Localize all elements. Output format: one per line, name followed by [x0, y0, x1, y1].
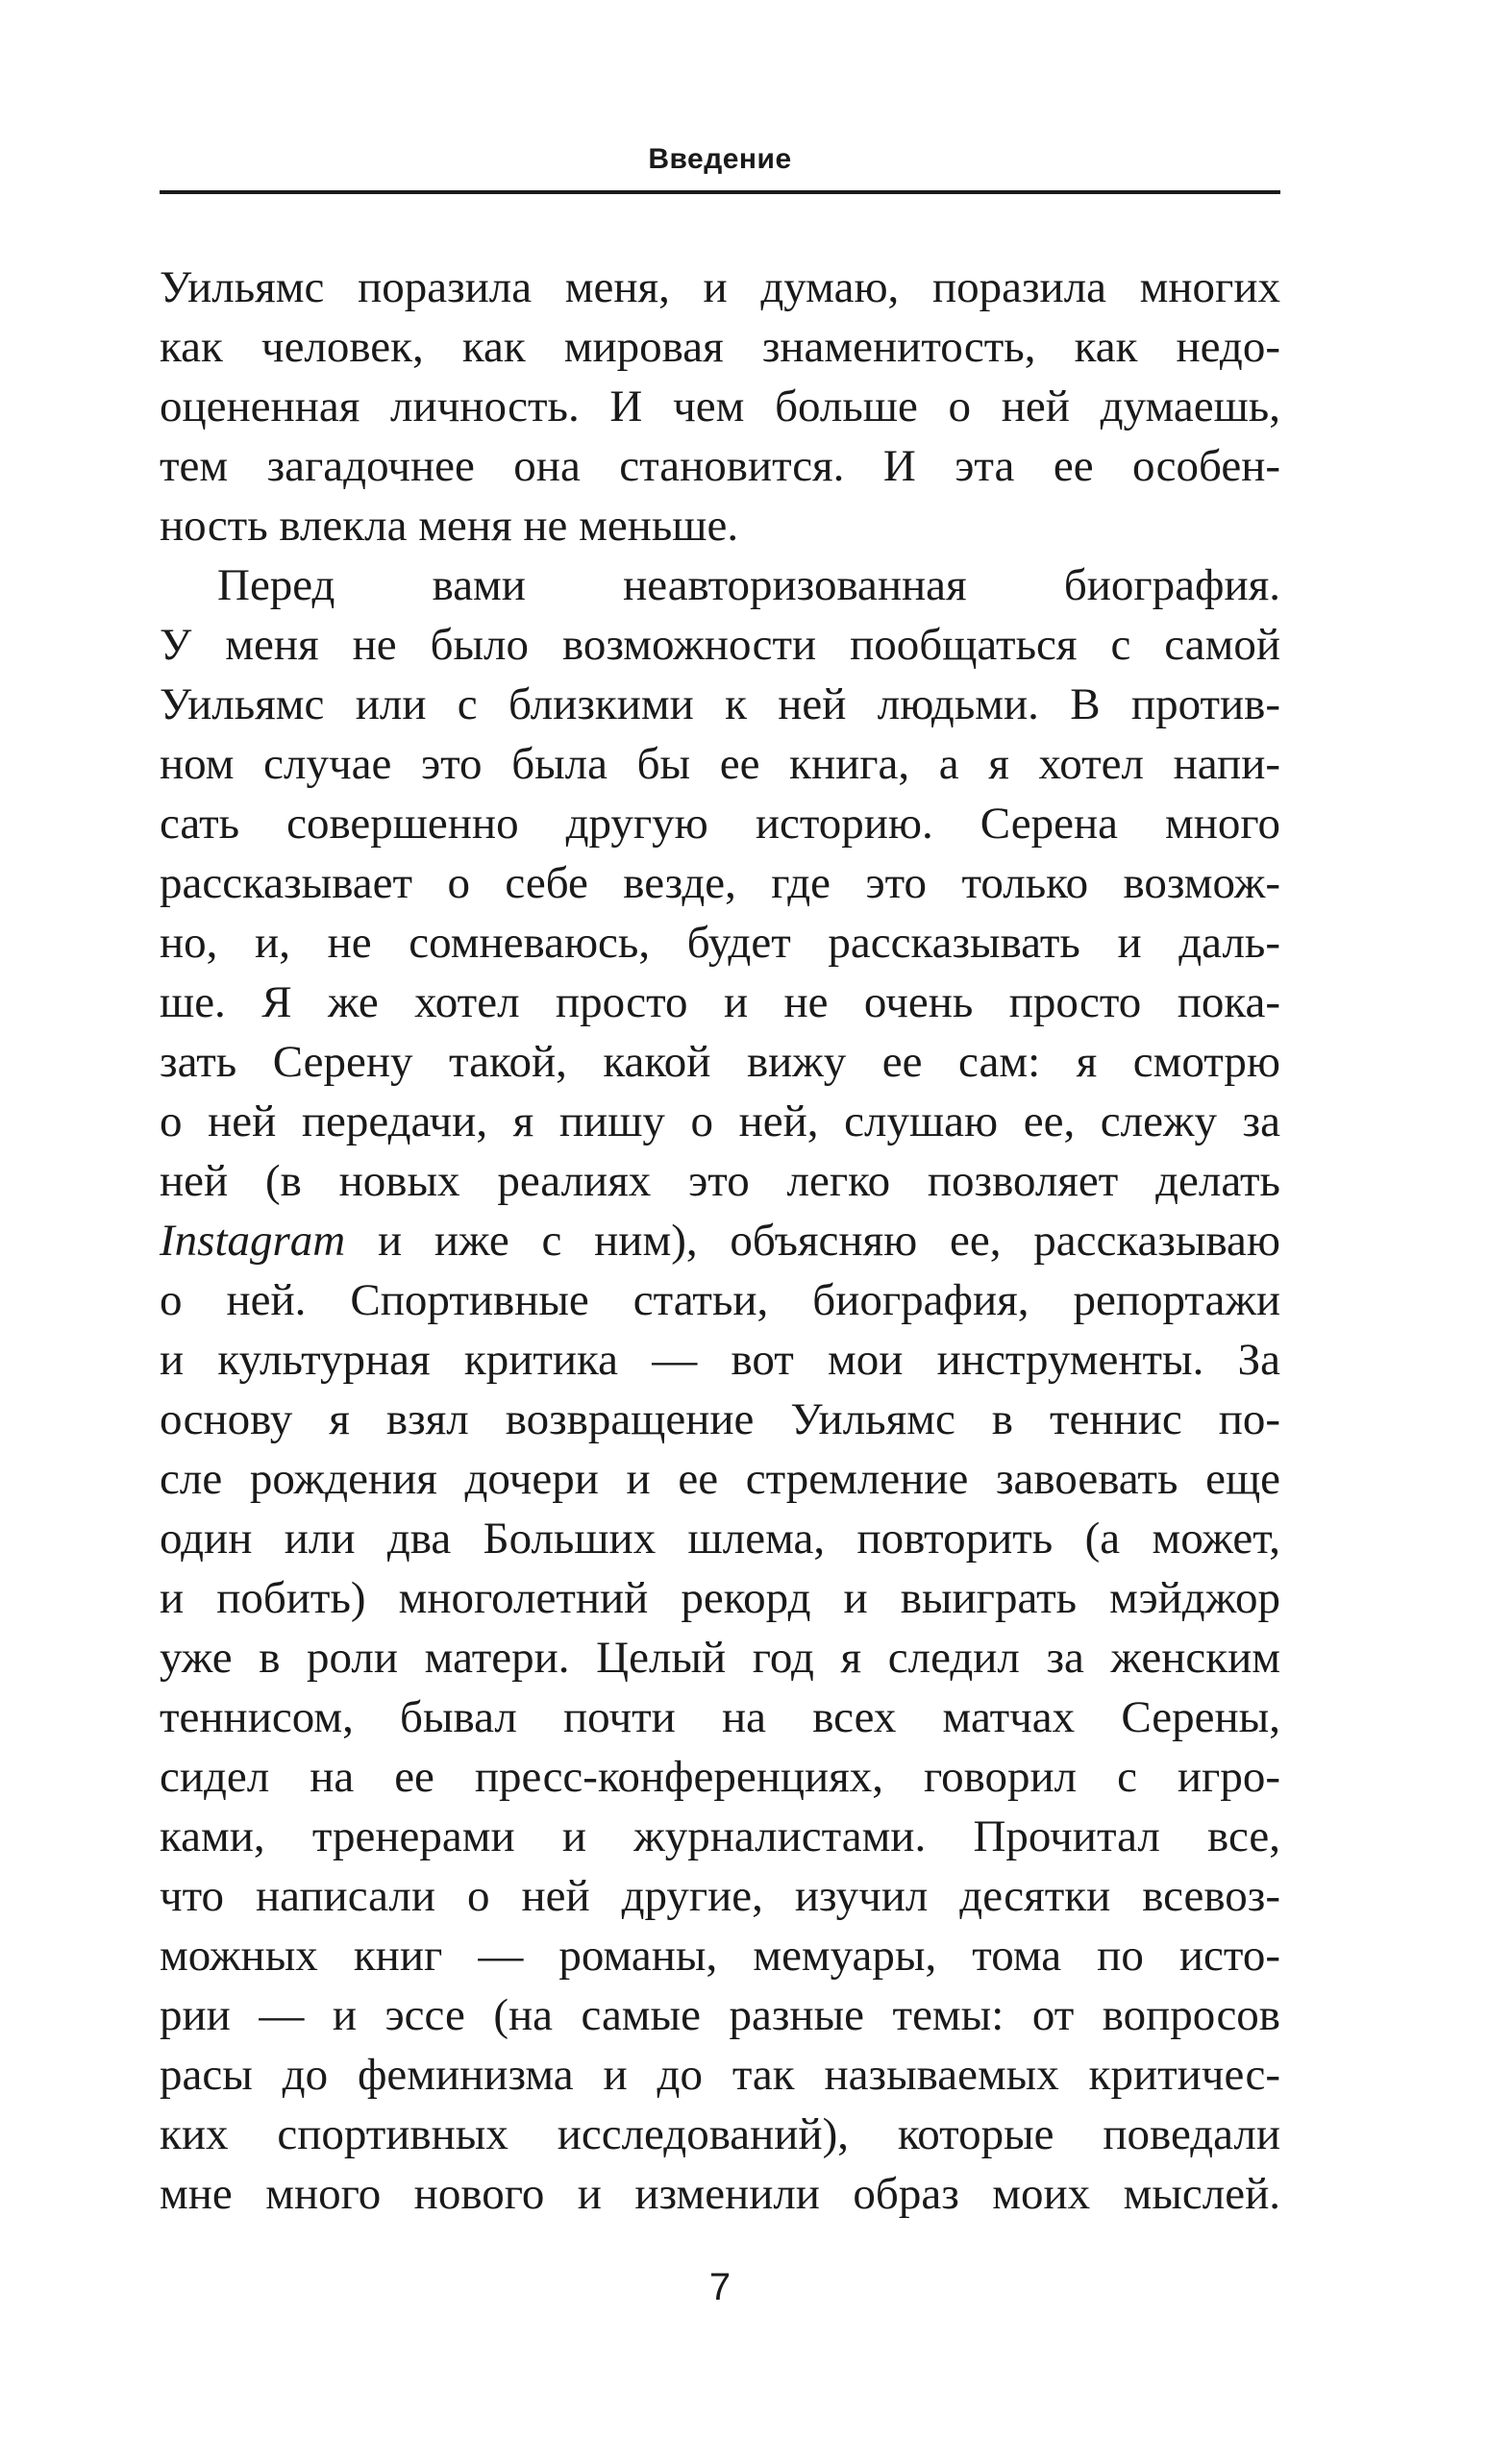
- text-line: и культурная критика — вот мои инструменты. За: [160, 1335, 1280, 1385]
- text-line: уже в роли матери. Целый год я следил за женским: [160, 1633, 1280, 1683]
- text-line-italic-mixed: [160, 1211, 1280, 1270]
- text-line: один или два Больших шлема, повторить (а может,: [160, 1514, 1280, 1564]
- text-line: ном случае это была бы ее книга, а я хотел напи-: [160, 739, 1280, 789]
- text-fragment: и иже с ним), объясняю ее, рассказываю: [345, 1216, 1280, 1266]
- text-line: как человек, как мировая знаменитость, как недо-: [160, 322, 1280, 372]
- text-line: теннисом, бывал почти на всех матчах Серены,: [160, 1692, 1280, 1742]
- text-line: что написали о ней другие, изучил десятки всевоз-: [160, 1871, 1280, 1921]
- text-line: и побить) многолетний рекорд и выиграть мэйджор: [160, 1573, 1280, 1623]
- header-rule: [160, 190, 1280, 194]
- text-line: Уильямс поразила меня, и думаю, поразила многих: [160, 262, 1280, 312]
- text-line: У меня не было возможности пообщаться с самой: [160, 620, 1280, 670]
- text-line: оцененная личность. И чем больше о ней думаешь,: [160, 382, 1280, 431]
- text-line: ких спортивных исследований), которые поведали: [160, 2109, 1280, 2159]
- text-line: тем загадочнее она становится. И эта ее особен-: [160, 441, 1280, 491]
- text-line: ками, тренерами и журналистами. Прочитал все,: [160, 1811, 1280, 1861]
- text-line: можных книг — романы, мемуары, тома по исто-: [160, 1931, 1280, 1981]
- paragraph-2: [160, 555, 1280, 2224]
- text-line: ше. Я же хотел просто и не очень просто пока-: [160, 977, 1280, 1027]
- text-line: рии — и эссе (на самые разные темы: от вопросов: [160, 1990, 1280, 2040]
- text-line: Перед вами неавторизованная биография.: [217, 560, 1280, 610]
- paragraph-1: [160, 258, 1280, 555]
- text-line: зать Серену такой, какой вижу ее сам: я смотрю: [160, 1037, 1280, 1087]
- text-line: о ней. Спортивные статьи, биография, репортажи: [160, 1275, 1280, 1325]
- text-line: Уильямс или с близкими к ней людьми. В против-: [160, 679, 1280, 729]
- text-line: основу я взял возвращение Уильямс в теннис по-: [160, 1394, 1280, 1444]
- text-line: сидел на ее пресс-конференциях, говорил с игро-: [160, 1752, 1280, 1802]
- text-line: мне много нового и изменили образ моих мыслей.: [160, 2169, 1280, 2219]
- text-line: сать совершенно другую историю. Серена много: [160, 799, 1280, 849]
- page-number: 7: [708, 2266, 732, 2308]
- text-line: о ней передачи, я пишу о ней, слушаю ее, слежу за: [160, 1096, 1280, 1146]
- body-text: [160, 258, 1280, 2224]
- running-head: Введение: [648, 143, 792, 175]
- italic-term: Instagram: [160, 1216, 346, 1266]
- text-line: но, и, не сомневаюсь, будет рассказывать и даль-: [160, 918, 1280, 968]
- text-line: расы до феминизма и до так называемых критичес-: [160, 2050, 1280, 2100]
- text-line: ней (в новых реалиях это легко позволяет делать: [160, 1156, 1280, 1206]
- text-line: рассказывает о себе везде, где это только возмож-: [160, 858, 1280, 908]
- text-line: сле рождения дочери и ее стремление завоевать еще: [160, 1454, 1280, 1504]
- text-line: ность влекла меня не меньше.: [160, 501, 739, 551]
